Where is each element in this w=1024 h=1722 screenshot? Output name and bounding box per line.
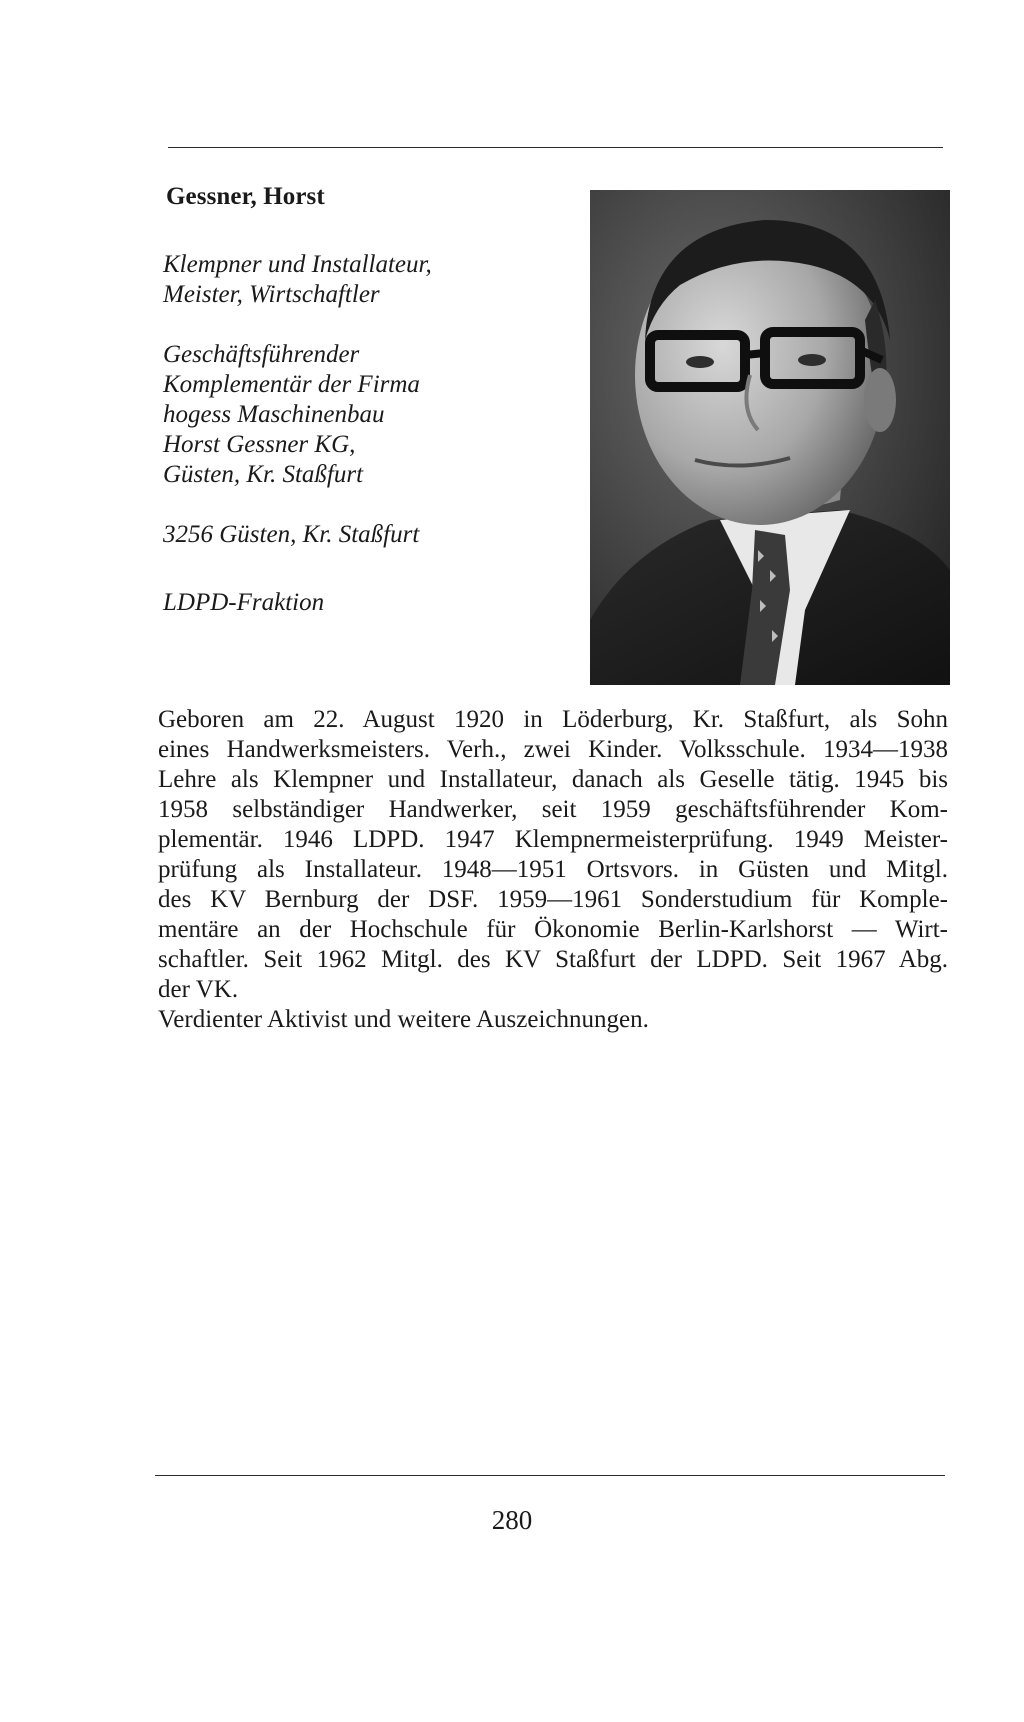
- position-line: Geschäftsführender: [163, 341, 360, 368]
- header-rule: [168, 147, 943, 148]
- footer-rule: [155, 1475, 945, 1476]
- portrait-photo: [590, 190, 950, 685]
- position-line: hogess Maschinenbau: [163, 401, 385, 428]
- employment-position: [163, 340, 420, 490]
- biography-line: mentäre an der Hochschule für Ökonomie Berlin-Karlshorst — Wirt-: [158, 916, 948, 943]
- biography-line: Verdienter Aktivist und weitere Auszeichnungen.: [158, 1006, 649, 1033]
- biography-line: des KV Bernburg der DSF. 1959—1961 Sonderstudium für Komple-: [158, 886, 948, 913]
- position-line: Horst Gessner KG,: [163, 431, 356, 458]
- biography-line: schaftler. Seit 1962 Mitgl. des KV Staßfurt der LDPD. Seit 1967 Abg.: [158, 946, 948, 973]
- position-line: Komplementär der Firma: [163, 371, 420, 398]
- biography-line: plementär. 1946 LDPD. 1947 Klempnermeisterprüfung. 1949 Meister-: [158, 826, 948, 853]
- profession-line: Klempner und Installateur,: [163, 251, 432, 278]
- address: 3256 Güsten, Kr. Staßfurt: [163, 521, 420, 548]
- biography: [158, 705, 948, 1035]
- profession-line: Meister, Wirtschaftler: [163, 281, 380, 308]
- entry-name: Gessner, Horst: [166, 183, 325, 210]
- page-number: 280: [491, 1505, 533, 1535]
- faction: LDPD-Fraktion: [163, 589, 325, 616]
- biography-line: 1958 selbständiger Handwerker, seit 1959 geschäftsführender Kom-: [158, 796, 948, 823]
- biography-line: Lehre als Klempner und Installateur, danach als Geselle tätig. 1945 bis: [158, 766, 948, 793]
- biography-line: eines Handwerksmeisters. Verh., zwei Kinder. Volksschule. 1934—1938: [158, 736, 948, 763]
- biography-line: der VK.: [158, 976, 239, 1003]
- profession: [163, 250, 432, 310]
- biography-line: prüfung als Installateur. 1948—1951 Ortsvors. in Güsten und Mitgl.: [158, 856, 948, 883]
- biography-line: Geboren am 22. August 1920 in Löderburg, Kr. Staßfurt, als Sohn: [158, 706, 948, 733]
- position-line: Güsten, Kr. Staßfurt: [163, 461, 364, 488]
